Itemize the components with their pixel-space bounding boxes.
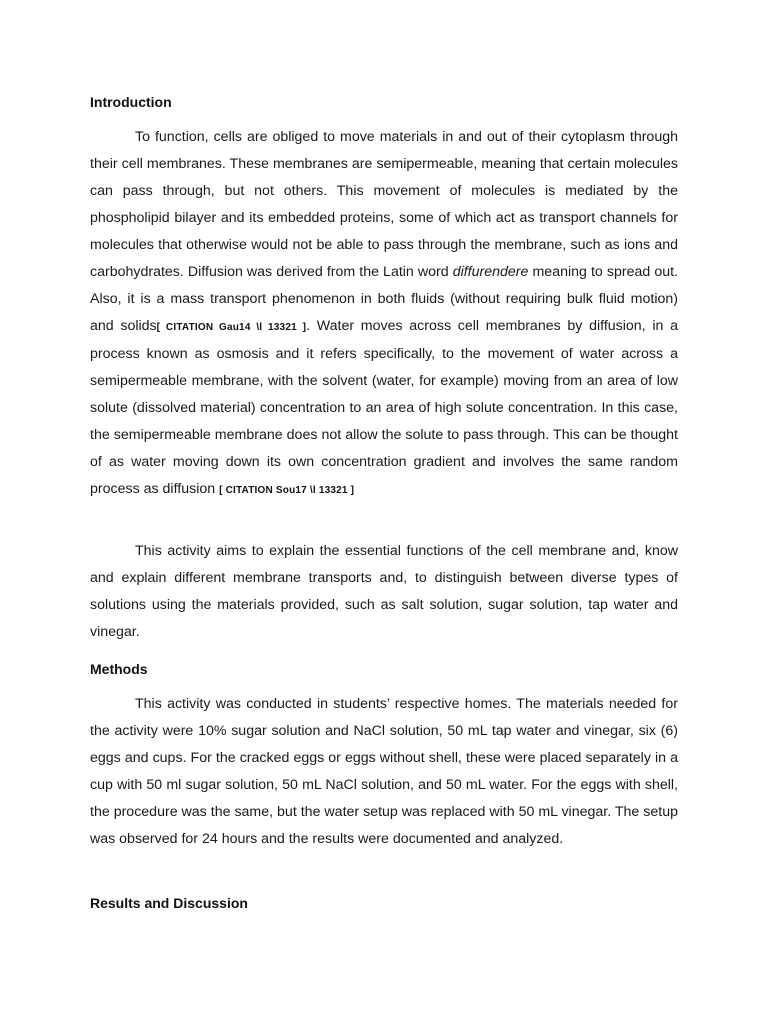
citation-field-gau14: [ CITATION Gau14 \l 13321 ] bbox=[156, 322, 307, 333]
intro-text-part-3: . Water moves across cell membranes by diffusion, in a process known as osmosis and it refers specifically, to the movement of water across a semipermeable membrane, with the solvent (water, for example) moving from an area of low solute (dissolved material) concentration to an area of high solute concentration. In this case, the semipermeable membrane does not allow the solute to pass through. This can be thought of as water moving down its own concentration gradient and involves the same random process as diffusion bbox=[90, 318, 678, 497]
methods-paragraph: This activity was conducted in students’ respective homes. The materials needed for the activity were 10% sugar solution and NaCl solution, 50 mL tap water and vinegar, six (6) eggs and cups. For the cracked eggs or eggs without shell, these were placed separately in a cup with 50 ml sugar solution, 50 mL NaCl solution, and 50 mL water. For the eggs with shell, the procedure was the same, but the water setup was replaced with 50 mL vinegar. The setup was observed for 24 hours and the results were documented and analyzed. bbox=[90, 696, 678, 847]
introduction-paragraph-1 bbox=[90, 124, 678, 504]
introduction-paragraph-2: This activity aims to explain the essential functions of the cell membrane and, know and explain different membrane transports and, to distinguish between diverse types of solutions using the materials provided, such as salt solution, sugar solution, tap water and vinegar. bbox=[90, 543, 678, 640]
results-heading: Results and Discussion bbox=[90, 895, 248, 911]
citation-field-sou17: [ CITATION Sou17 \l 13321 ] bbox=[219, 485, 355, 496]
intro-text-part-2: meaning to spread out. Also, it is a mass transport phenomenon in both fluids (without requiring bulk fluid motion) and solids bbox=[90, 264, 678, 334]
introduction-heading: Introduction bbox=[90, 94, 172, 110]
latin-word: diffurendere bbox=[452, 264, 529, 280]
intro-text-part-1: To function, cells are obliged to move materials in and out of their cytoplasm through their cell membranes. These membranes are semipermeable, meaning that certain molecules can pass through, but not others. This movement of molecules is mediated by the phospholipid bilayer and its embedded proteins, some of which act as transport channels for molecules that otherwise would not be able to pass through the membrane, such as ions and carbohydrates. Diffusion was derived from the Latin word bbox=[90, 129, 678, 280]
methods-heading: Methods bbox=[90, 661, 148, 677]
